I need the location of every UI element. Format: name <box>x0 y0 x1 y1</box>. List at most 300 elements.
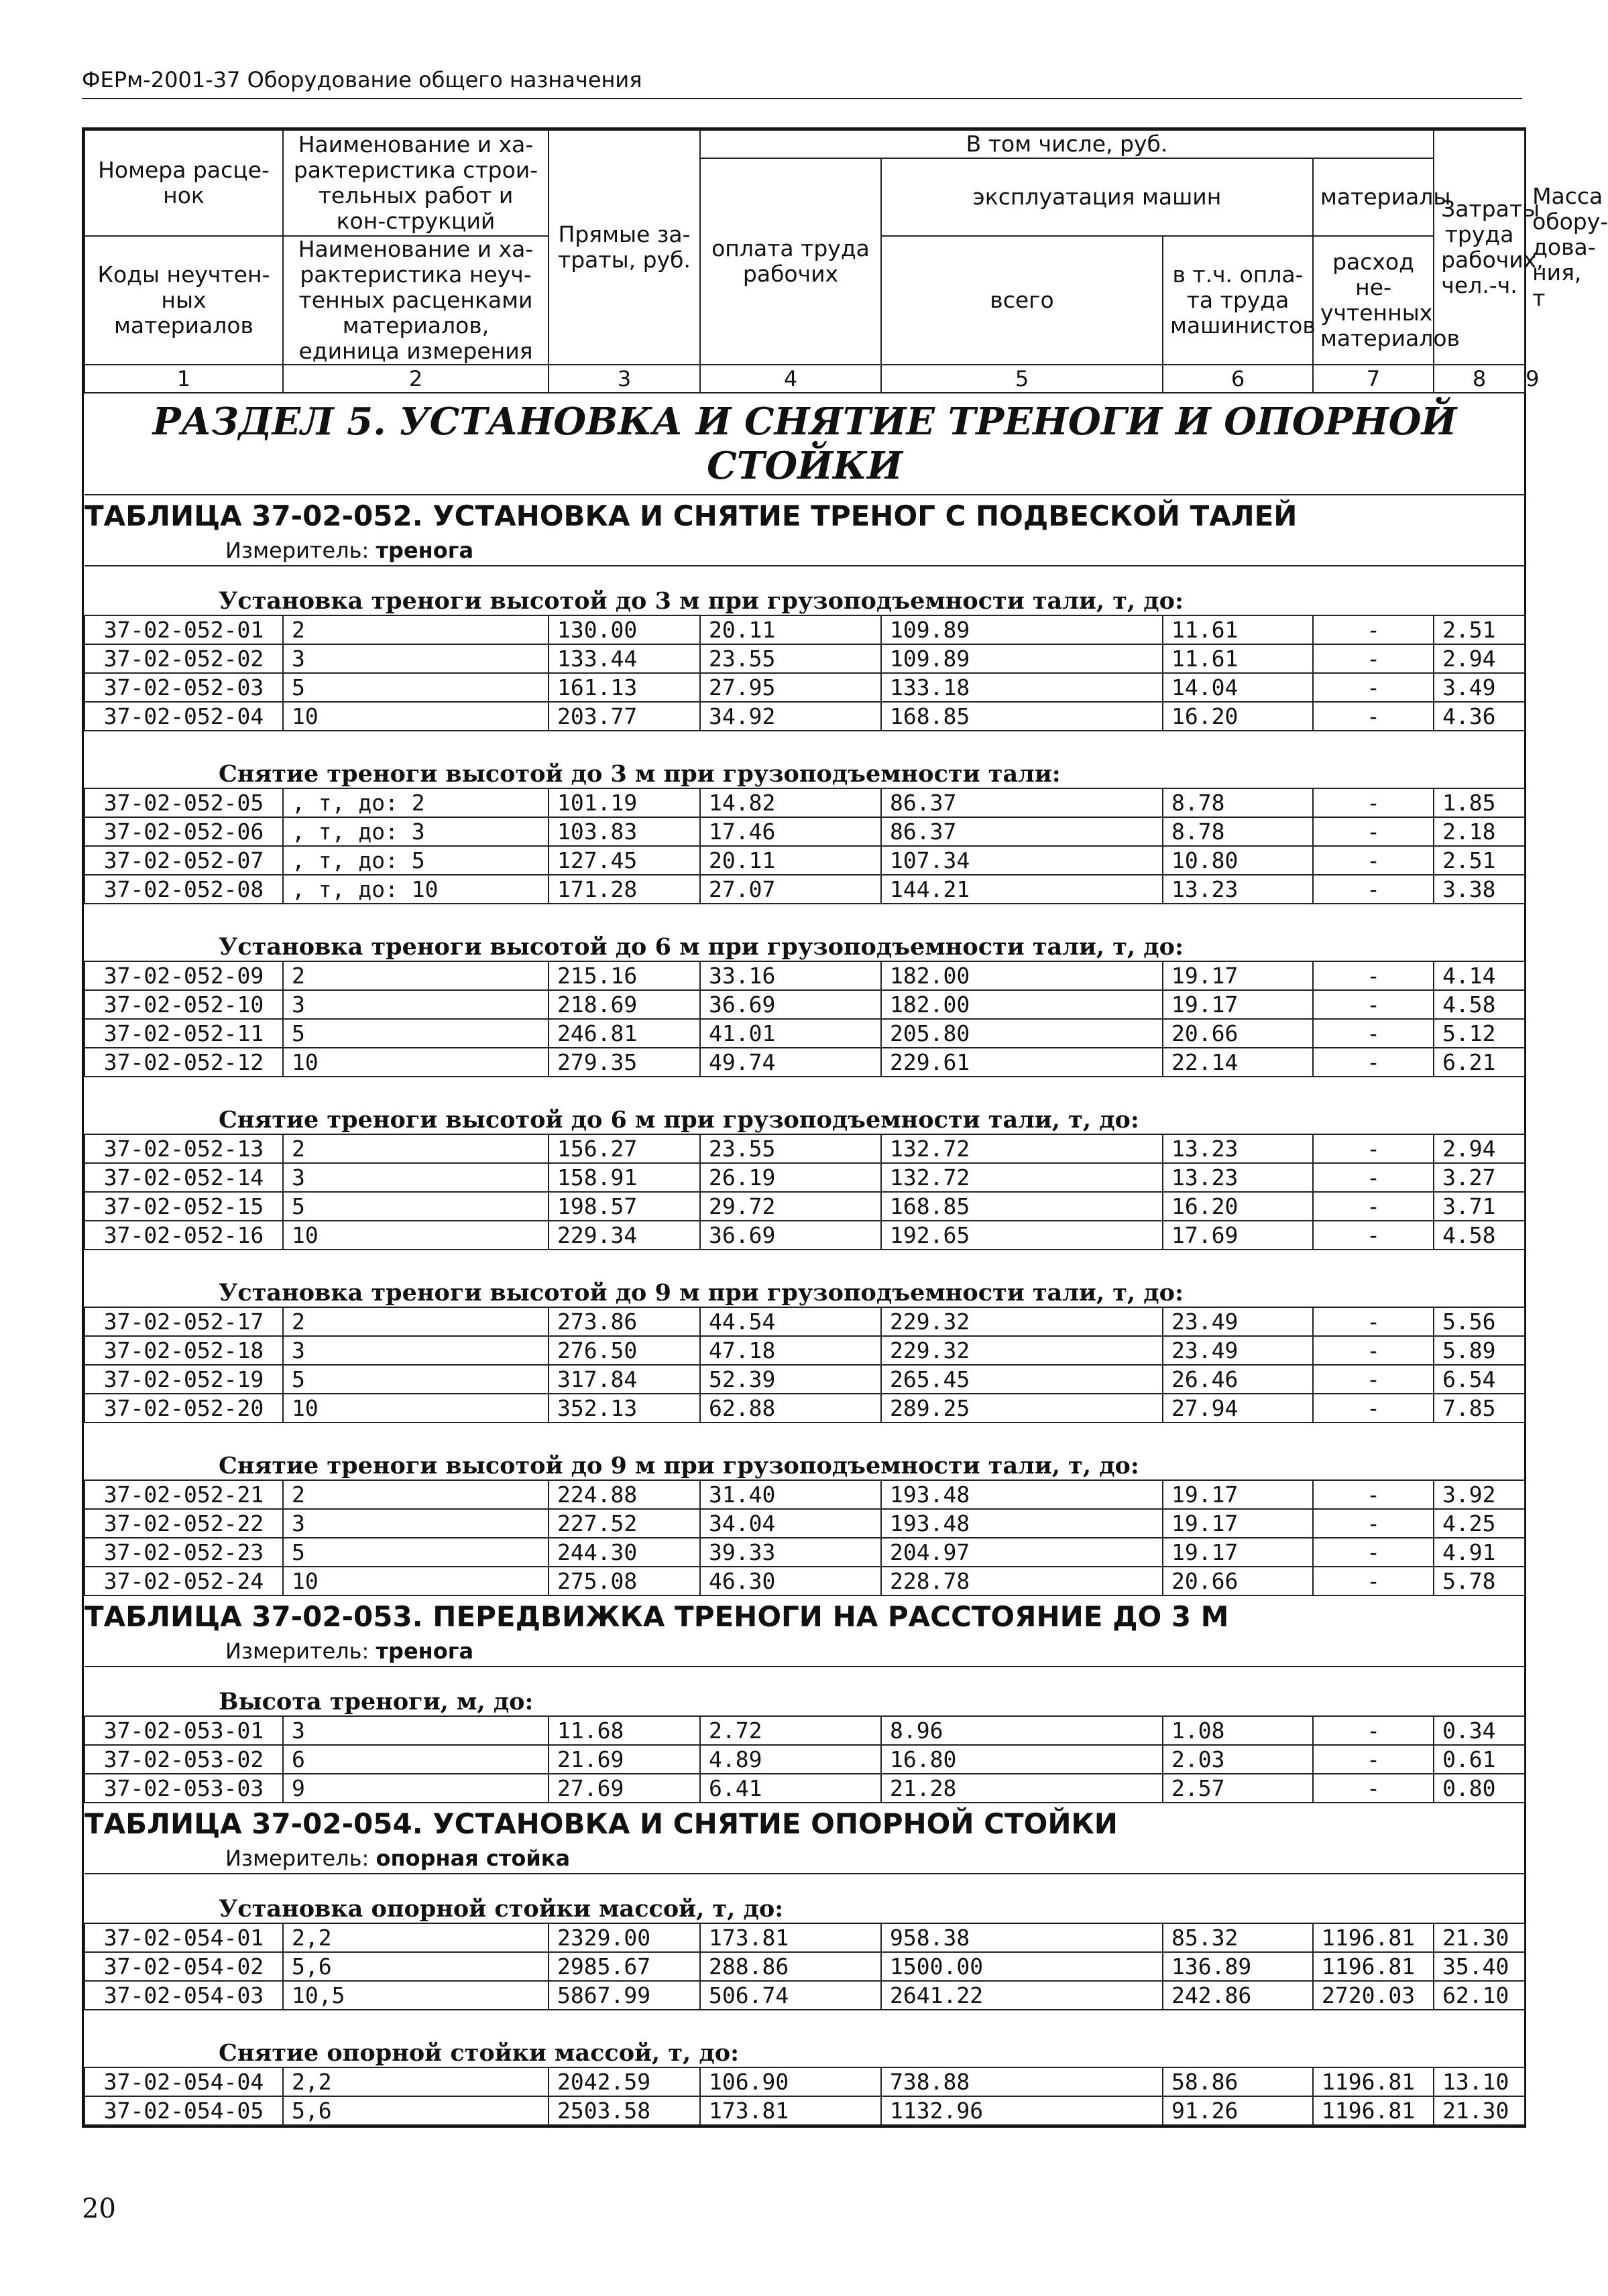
direct-costs-cell: 2042.59 <box>549 2067 700 2096</box>
machines-total-cell: 109.89 <box>881 644 1163 673</box>
work-parameter-cell: 6 <box>283 1745 549 1774</box>
unaccounted-materials-cell: - <box>1313 875 1434 904</box>
work-parameter-cell: 10,5 <box>283 1981 549 2010</box>
table-title-row <box>84 1803 1525 1844</box>
unaccounted-materials-cell: - <box>1313 1509 1434 1538</box>
machinist-pay-cell: 19.17 <box>1163 1538 1313 1567</box>
measure-label: Измеритель: <box>225 1846 369 1871</box>
rate-code-cell: 37-02-053-01 <box>84 1716 283 1745</box>
machines-total-cell: 168.85 <box>881 702 1163 731</box>
labor-costs-cell: 3.27 <box>1434 1163 1525 1192</box>
direct-costs-cell: 27.69 <box>549 1774 700 1803</box>
rate-code-cell: 37-02-052-20 <box>84 1394 283 1423</box>
worker-pay-cell: 23.55 <box>700 644 881 673</box>
unaccounted-materials-cell: - <box>1313 1716 1434 1745</box>
unaccounted-materials-cell: - <box>1313 1019 1434 1048</box>
table-row <box>84 1134 1525 1163</box>
group-heading: Снятие треноги высотой до 6 м при грузоподъемности тали, т, до: <box>84 1077 1525 1134</box>
labor-costs-cell: 2.94 <box>1434 644 1525 673</box>
group-heading: Установка треноги высотой до 3 м при грузоподъемности тали, т, до: <box>84 566 1525 615</box>
machinist-pay-cell: 2.03 <box>1163 1745 1313 1774</box>
unaccounted-materials-cell: 1196.81 <box>1313 1952 1434 1981</box>
unaccounted-materials-cell: 1196.81 <box>1313 1923 1434 1952</box>
work-parameter-cell: 2 <box>283 1134 549 1163</box>
rate-code-cell: 37-02-052-15 <box>84 1192 283 1221</box>
table-row <box>84 1221 1525 1250</box>
labor-costs-cell: 4.58 <box>1434 990 1525 1019</box>
table-row <box>84 615 1525 644</box>
header-direct-costs: Прямые за-траты, руб. <box>549 130 700 365</box>
rate-code-cell: 37-02-052-14 <box>84 1163 283 1192</box>
work-parameter-cell: 2 <box>283 961 549 990</box>
machines-total-cell: 107.34 <box>881 846 1163 875</box>
direct-costs-cell: 133.44 <box>549 644 700 673</box>
machines-total-cell: 193.48 <box>881 1480 1163 1509</box>
direct-costs-cell: 246.81 <box>549 1019 700 1048</box>
work-parameter-cell: 2,2 <box>283 2067 549 2096</box>
labor-costs-cell: 2.51 <box>1434 846 1525 875</box>
machinist-pay-cell: 10.80 <box>1163 846 1313 875</box>
unaccounted-materials-cell: - <box>1313 1307 1434 1336</box>
work-parameter-cell: 5,6 <box>283 2096 549 2125</box>
table-title-row <box>84 495 1525 536</box>
machinist-pay-cell: 8.78 <box>1163 817 1313 846</box>
column-number-row: 1 2 3 4 5 6 7 8 9 <box>84 365 1525 393</box>
work-parameter-cell: 3 <box>283 1716 549 1745</box>
worker-pay-cell: 23.55 <box>700 1134 881 1163</box>
direct-costs-cell: 224.88 <box>549 1480 700 1509</box>
work-parameter-cell: 2 <box>283 615 549 644</box>
rate-code-cell: 37-02-052-10 <box>84 990 283 1019</box>
machines-total-cell: 204.97 <box>881 1538 1163 1567</box>
labor-costs-cell: 4.36 <box>1434 702 1525 731</box>
direct-costs-cell: 101.19 <box>549 788 700 817</box>
machinist-pay-cell: 23.49 <box>1163 1307 1313 1336</box>
worker-pay-cell: 36.69 <box>700 990 881 1019</box>
machinist-pay-cell: 11.61 <box>1163 644 1313 673</box>
labor-costs-cell: 2.51 <box>1434 615 1525 644</box>
worker-pay-cell: 26.19 <box>700 1163 881 1192</box>
unaccounted-materials-cell: - <box>1313 788 1434 817</box>
page-number: 20 <box>82 2193 116 2224</box>
rate-code-cell: 37-02-053-03 <box>84 1774 283 1803</box>
machinist-pay-cell: 13.23 <box>1163 875 1313 904</box>
worker-pay-cell: 173.81 <box>700 1923 881 1952</box>
table-row <box>84 673 1525 702</box>
rate-code-cell: 37-02-052-18 <box>84 1336 283 1365</box>
labor-costs-cell: 7.85 <box>1434 1394 1525 1423</box>
column-number: 5 <box>881 365 1163 393</box>
machinist-pay-cell: 16.20 <box>1163 1192 1313 1221</box>
work-parameter-cell: , т, до: 2 <box>283 788 549 817</box>
machinist-pay-cell: 91.26 <box>1163 2096 1313 2125</box>
rate-code-cell: 37-02-052-02 <box>84 644 283 673</box>
table-row <box>84 788 1525 817</box>
machines-total-cell: 132.72 <box>881 1163 1163 1192</box>
group-heading-row <box>84 731 1525 788</box>
direct-costs-cell: 273.86 <box>549 1307 700 1336</box>
table-row <box>84 1509 1525 1538</box>
direct-costs-cell: 161.13 <box>549 673 700 702</box>
worker-pay-cell: 62.88 <box>700 1394 881 1423</box>
machinist-pay-cell: 85.32 <box>1163 1923 1313 1952</box>
machinist-pay-cell: 26.46 <box>1163 1365 1313 1394</box>
worker-pay-cell: 52.39 <box>700 1365 881 1394</box>
labor-costs-cell: 3.38 <box>1434 875 1525 904</box>
worker-pay-cell: 27.07 <box>700 875 881 904</box>
machinist-pay-cell: 17.69 <box>1163 1221 1313 1250</box>
table-row <box>84 644 1525 673</box>
group-heading-row <box>84 904 1525 961</box>
worker-pay-cell: 106.90 <box>700 2067 881 2096</box>
direct-costs-cell: 317.84 <box>549 1365 700 1394</box>
measure-row <box>84 536 1525 566</box>
worker-pay-cell: 34.92 <box>700 702 881 731</box>
header-machinist-pay: в т.ч. опла-та труда машинистов <box>1163 236 1313 365</box>
labor-costs-cell: 4.58 <box>1434 1221 1525 1250</box>
worker-pay-cell: 14.82 <box>700 788 881 817</box>
column-number: 3 <box>549 365 700 393</box>
rate-code-cell: 37-02-054-01 <box>84 1923 283 1952</box>
rate-code-cell: 37-02-052-07 <box>84 846 283 875</box>
work-parameter-cell: 3 <box>283 1509 549 1538</box>
direct-costs-cell: 275.08 <box>549 1567 700 1595</box>
table-row <box>84 2067 1525 2096</box>
work-parameter-cell: 5 <box>283 1019 549 1048</box>
unaccounted-materials-cell: - <box>1313 1163 1434 1192</box>
labor-costs-cell: 0.80 <box>1434 1774 1525 1803</box>
group-heading-row <box>84 1667 1525 1716</box>
direct-costs-cell: 198.57 <box>549 1192 700 1221</box>
labor-costs-cell: 6.21 <box>1434 1048 1525 1077</box>
page-header <box>82 67 1522 99</box>
table-row <box>84 1981 1525 2010</box>
column-number: 8 <box>1434 365 1525 393</box>
header-rate-numbers: Номера расце-нок <box>84 130 283 236</box>
table-row <box>84 1048 1525 1077</box>
labor-costs-cell: 13.10 <box>1434 2067 1525 2096</box>
labor-costs-cell: 5.89 <box>1434 1336 1525 1365</box>
machinist-pay-cell: 22.14 <box>1163 1048 1313 1077</box>
unaccounted-materials-cell: - <box>1313 1134 1434 1163</box>
table-title: ТАБЛИЦА 37-02-052. УСТАНОВКА И СНЯТИЕ ТРЕНОГ С ПОДВЕСКОЙ ТАЛЕЙ <box>84 499 1298 532</box>
machinist-pay-cell: 19.17 <box>1163 961 1313 990</box>
worker-pay-cell: 2.72 <box>700 1716 881 1745</box>
rates-table <box>82 127 1608 2128</box>
table-row <box>84 1952 1525 1981</box>
group-heading: Установка опорной стойки массой, т, до: <box>84 1874 1525 1923</box>
table-row <box>84 1480 1525 1509</box>
machines-total-cell: 109.89 <box>881 615 1163 644</box>
group-heading-row <box>84 1874 1525 1923</box>
rate-code-cell: 37-02-054-02 <box>84 1952 283 1981</box>
rate-code-cell: 37-02-052-09 <box>84 961 283 990</box>
unaccounted-materials-cell: - <box>1313 644 1434 673</box>
table-row <box>84 1307 1525 1336</box>
rate-code-cell: 37-02-054-03 <box>84 1981 283 2010</box>
direct-costs-cell: 352.13 <box>549 1394 700 1423</box>
rate-code-cell: 37-02-054-04 <box>84 2067 283 2096</box>
header-unaccounted-materials: расход не-учтенных материалов <box>1313 236 1434 365</box>
worker-pay-cell: 33.16 <box>700 961 881 990</box>
machines-total-cell: 182.00 <box>881 961 1163 990</box>
worker-pay-cell: 47.18 <box>700 1336 881 1365</box>
table-row <box>84 990 1525 1019</box>
machines-total-cell: 144.21 <box>881 875 1163 904</box>
machinist-pay-cell: 58.86 <box>1163 2067 1313 2096</box>
machinist-pay-cell: 1.08 <box>1163 1716 1313 1745</box>
rate-code-cell: 37-02-052-11 <box>84 1019 283 1048</box>
machines-total-cell: 86.37 <box>881 817 1163 846</box>
labor-costs-cell: 3.49 <box>1434 673 1525 702</box>
work-parameter-cell: 3 <box>283 1163 549 1192</box>
worker-pay-cell: 29.72 <box>700 1192 881 1221</box>
labor-costs-cell: 21.30 <box>1434 2096 1525 2125</box>
group-heading: Снятие опорной стойки массой, т, до: <box>84 2010 1525 2067</box>
direct-costs-cell: 171.28 <box>549 875 700 904</box>
machines-total-cell: 168.85 <box>881 1192 1163 1221</box>
group-heading-row <box>84 566 1525 615</box>
direct-costs-cell: 21.69 <box>549 1745 700 1774</box>
group-heading: Установка треноги высотой до 6 м при грузоподъемности тали, т, до: <box>84 904 1525 961</box>
unaccounted-materials-cell: - <box>1313 1567 1434 1595</box>
work-parameter-cell: 3 <box>283 644 549 673</box>
labor-costs-cell: 62.10 <box>1434 1981 1525 2010</box>
unaccounted-materials-cell: - <box>1313 1192 1434 1221</box>
table-row <box>84 1365 1525 1394</box>
unaccounted-materials-cell: - <box>1313 1538 1434 1567</box>
labor-costs-cell: 4.91 <box>1434 1538 1525 1567</box>
direct-costs-cell: 2985.67 <box>549 1952 700 1981</box>
work-parameter-cell: 9 <box>283 1774 549 1803</box>
direct-costs-cell: 276.50 <box>549 1336 700 1365</box>
labor-costs-cell: 6.54 <box>1434 1365 1525 1394</box>
rate-code-cell: 37-02-052-06 <box>84 817 283 846</box>
work-parameter-cell: 10 <box>283 1221 549 1250</box>
machinist-pay-cell: 20.66 <box>1163 1019 1313 1048</box>
work-parameter-cell: 10 <box>283 1048 549 1077</box>
machines-total-cell: 133.18 <box>881 673 1163 702</box>
header-materials: материалы <box>1313 158 1434 236</box>
machinist-pay-cell: 19.17 <box>1163 1480 1313 1509</box>
machinist-pay-cell: 13.23 <box>1163 1134 1313 1163</box>
direct-costs-cell: 2329.00 <box>549 1923 700 1952</box>
column-number: 1 <box>84 365 283 393</box>
header-machines-total: всего <box>881 236 1163 365</box>
work-parameter-cell: 2 <box>283 1480 549 1509</box>
machines-total-cell: 192.65 <box>881 1221 1163 1250</box>
machines-total-cell: 1500.00 <box>881 1952 1163 1981</box>
machinist-pay-cell: 13.23 <box>1163 1163 1313 1192</box>
worker-pay-cell: 36.69 <box>700 1221 881 1250</box>
rate-code-cell: 37-02-052-23 <box>84 1538 283 1567</box>
machines-total-cell: 2641.22 <box>881 1981 1163 2010</box>
machines-total-cell: 1132.96 <box>881 2096 1163 2125</box>
labor-costs-cell: 5.12 <box>1434 1019 1525 1048</box>
section-row <box>84 393 1525 495</box>
measure-unit <box>84 1636 1525 1667</box>
table-row <box>84 1394 1525 1423</box>
machines-total-cell: 738.88 <box>881 2067 1163 2096</box>
table-row <box>84 1567 1525 1595</box>
measure-unit <box>84 1844 1525 1874</box>
machines-total-cell: 205.80 <box>881 1019 1163 1048</box>
machinist-pay-cell: 19.17 <box>1163 1509 1313 1538</box>
table-title: ТАБЛИЦА 37-02-054. УСТАНОВКА И СНЯТИЕ ОПОРНОЙ СТОЙКИ <box>84 1807 1118 1840</box>
machines-total-cell: 16.80 <box>881 1745 1163 1774</box>
table-row <box>84 817 1525 846</box>
document-title: ФЕРм-2001-37 Оборудование общего назначения <box>82 67 642 93</box>
unaccounted-materials-cell: - <box>1313 990 1434 1019</box>
unaccounted-materials-cell: - <box>1313 1774 1434 1803</box>
rate-code-cell: 37-02-052-17 <box>84 1307 283 1336</box>
group-heading-row <box>84 2010 1525 2067</box>
table-body <box>84 393 1525 2125</box>
worker-pay-cell: 288.86 <box>700 1952 881 1981</box>
table-row <box>84 1716 1525 1745</box>
group-heading-row <box>84 1250 1525 1307</box>
rate-code-cell: 37-02-052-16 <box>84 1221 283 1250</box>
rate-code-cell: 37-02-052-22 <box>84 1509 283 1538</box>
worker-pay-cell: 173.81 <box>700 2096 881 2125</box>
worker-pay-cell: 41.01 <box>700 1019 881 1048</box>
machinist-pay-cell: 20.66 <box>1163 1567 1313 1595</box>
work-parameter-cell: 5 <box>283 1365 549 1394</box>
machinist-pay-cell: 8.78 <box>1163 788 1313 817</box>
rate-code-cell: 37-02-052-13 <box>84 1134 283 1163</box>
direct-costs-cell: 156.27 <box>549 1134 700 1163</box>
labor-costs-cell: 21.30 <box>1434 1923 1525 1952</box>
unaccounted-materials-cell: - <box>1313 1336 1434 1365</box>
group-heading: Установка треноги высотой до 9 м при грузоподъемности тали, т, до: <box>84 1250 1525 1307</box>
unaccounted-materials-cell: - <box>1313 961 1434 990</box>
unaccounted-materials-cell: 1196.81 <box>1313 2067 1434 2096</box>
table-row <box>84 961 1525 990</box>
labor-costs-cell: 3.71 <box>1434 1192 1525 1221</box>
direct-costs-cell: 227.52 <box>549 1509 700 1538</box>
measure-unit <box>84 536 1525 566</box>
machines-total-cell: 132.72 <box>881 1134 1163 1163</box>
machines-total-cell: 228.78 <box>881 1567 1163 1595</box>
rate-code-cell: 37-02-054-05 <box>84 2096 283 2125</box>
machinist-pay-cell: 16.20 <box>1163 702 1313 731</box>
table-row <box>84 1336 1525 1365</box>
machinist-pay-cell: 27.94 <box>1163 1394 1313 1423</box>
machines-total-cell: 958.38 <box>881 1923 1163 1952</box>
rate-code-cell: 37-02-052-05 <box>84 788 283 817</box>
rate-code-cell: 37-02-052-21 <box>84 1480 283 1509</box>
measure-label: Измеритель: <box>225 538 369 563</box>
machines-total-cell: 182.00 <box>881 990 1163 1019</box>
work-parameter-cell: 5 <box>283 1538 549 1567</box>
unaccounted-materials-cell: - <box>1313 1048 1434 1077</box>
unaccounted-materials-cell: - <box>1313 817 1434 846</box>
direct-costs-cell: 130.00 <box>549 615 700 644</box>
group-heading-row <box>84 1423 1525 1480</box>
worker-pay-cell: 46.30 <box>700 1567 881 1595</box>
header-material-codes: Коды неучтен-ных материалов <box>84 236 283 365</box>
machines-total-cell: 229.32 <box>881 1336 1163 1365</box>
column-number: 7 <box>1313 365 1434 393</box>
worker-pay-cell: 17.46 <box>700 817 881 846</box>
table-title-row <box>84 1595 1525 1636</box>
labor-costs-cell: 3.92 <box>1434 1480 1525 1509</box>
direct-costs-cell: 279.35 <box>549 1048 700 1077</box>
column-number: 6 <box>1163 365 1313 393</box>
work-parameter-cell: 10 <box>283 1394 549 1423</box>
direct-costs-cell: 158.91 <box>549 1163 700 1192</box>
worker-pay-cell: 20.11 <box>700 846 881 875</box>
table-row <box>84 875 1525 904</box>
table-row <box>84 1019 1525 1048</box>
labor-costs-cell: 2.94 <box>1434 1134 1525 1163</box>
worker-pay-cell: 27.95 <box>700 673 881 702</box>
measure-row <box>84 1636 1525 1667</box>
group-heading: Снятие треноги высотой до 9 м при грузоподъемности тали, т, до: <box>84 1423 1525 1480</box>
machines-total-cell: 229.32 <box>881 1307 1163 1336</box>
worker-pay-cell: 39.33 <box>700 1538 881 1567</box>
direct-costs-cell: 203.77 <box>549 702 700 731</box>
labor-costs-cell: 4.25 <box>1434 1509 1525 1538</box>
worker-pay-cell: 506.74 <box>700 1981 881 2010</box>
unaccounted-materials-cell: 1196.81 <box>1313 2096 1434 2125</box>
worker-pay-cell: 6.41 <box>700 1774 881 1803</box>
measure-label: Измеритель: <box>225 1638 369 1664</box>
worker-pay-cell: 34.04 <box>700 1509 881 1538</box>
machinist-pay-cell: 2.57 <box>1163 1774 1313 1803</box>
worker-pay-cell: 4.89 <box>700 1745 881 1774</box>
machinist-pay-cell: 242.86 <box>1163 1981 1313 2010</box>
machines-total-cell: 86.37 <box>881 788 1163 817</box>
worker-pay-cell: 20.11 <box>700 615 881 644</box>
direct-costs-cell: 218.69 <box>549 990 700 1019</box>
column-number: 2 <box>283 365 549 393</box>
unaccounted-materials-cell: - <box>1313 1480 1434 1509</box>
table-row <box>84 1163 1525 1192</box>
labor-costs-cell: 35.40 <box>1434 1952 1525 1981</box>
group-heading: Снятие треноги высотой до 3 м при грузоподъемности тали: <box>84 731 1525 788</box>
machinist-pay-cell: 14.04 <box>1163 673 1313 702</box>
header-labor-costs: Затраты труда рабочих, чел.-ч. <box>1434 130 1525 365</box>
unaccounted-materials-cell: - <box>1313 1394 1434 1423</box>
worker-pay-cell: 31.40 <box>700 1480 881 1509</box>
table-row <box>84 1745 1525 1774</box>
work-parameter-cell: 3 <box>283 990 549 1019</box>
direct-costs-cell: 244.30 <box>549 1538 700 1567</box>
machines-total-cell: 21.28 <box>881 1774 1163 1803</box>
labor-costs-cell: 0.61 <box>1434 1745 1525 1774</box>
table-row <box>84 1538 1525 1567</box>
rate-code-cell: 37-02-052-12 <box>84 1048 283 1077</box>
machines-total-cell: 193.48 <box>881 1509 1163 1538</box>
machinist-pay-cell: 11.61 <box>1163 615 1313 644</box>
table-row <box>84 2096 1525 2125</box>
labor-costs-cell: 2.18 <box>1434 817 1525 846</box>
header-worker-pay: оплата труда рабочих <box>700 158 881 365</box>
measure-value: опорная стойка <box>376 1846 571 1871</box>
direct-costs-cell: 5867.99 <box>549 1981 700 2010</box>
labor-costs-cell: 4.14 <box>1434 961 1525 990</box>
table-title: ТАБЛИЦА 37-02-053. ПЕРЕДВИЖКА ТРЕНОГИ НА РАССТОЯНИЕ ДО 3 М <box>84 1599 1229 1633</box>
rate-code-cell: 37-02-052-24 <box>84 1567 283 1595</box>
work-parameter-cell: 2,2 <box>283 1923 549 1952</box>
direct-costs-cell: 103.83 <box>549 817 700 846</box>
unaccounted-materials-cell: - <box>1313 1745 1434 1774</box>
unaccounted-materials-cell: - <box>1313 1365 1434 1394</box>
measure-value: тренога <box>376 1638 474 1664</box>
header-machine-operation: эксплуатация машин <box>881 158 1313 236</box>
work-parameter-cell: 10 <box>283 702 549 731</box>
